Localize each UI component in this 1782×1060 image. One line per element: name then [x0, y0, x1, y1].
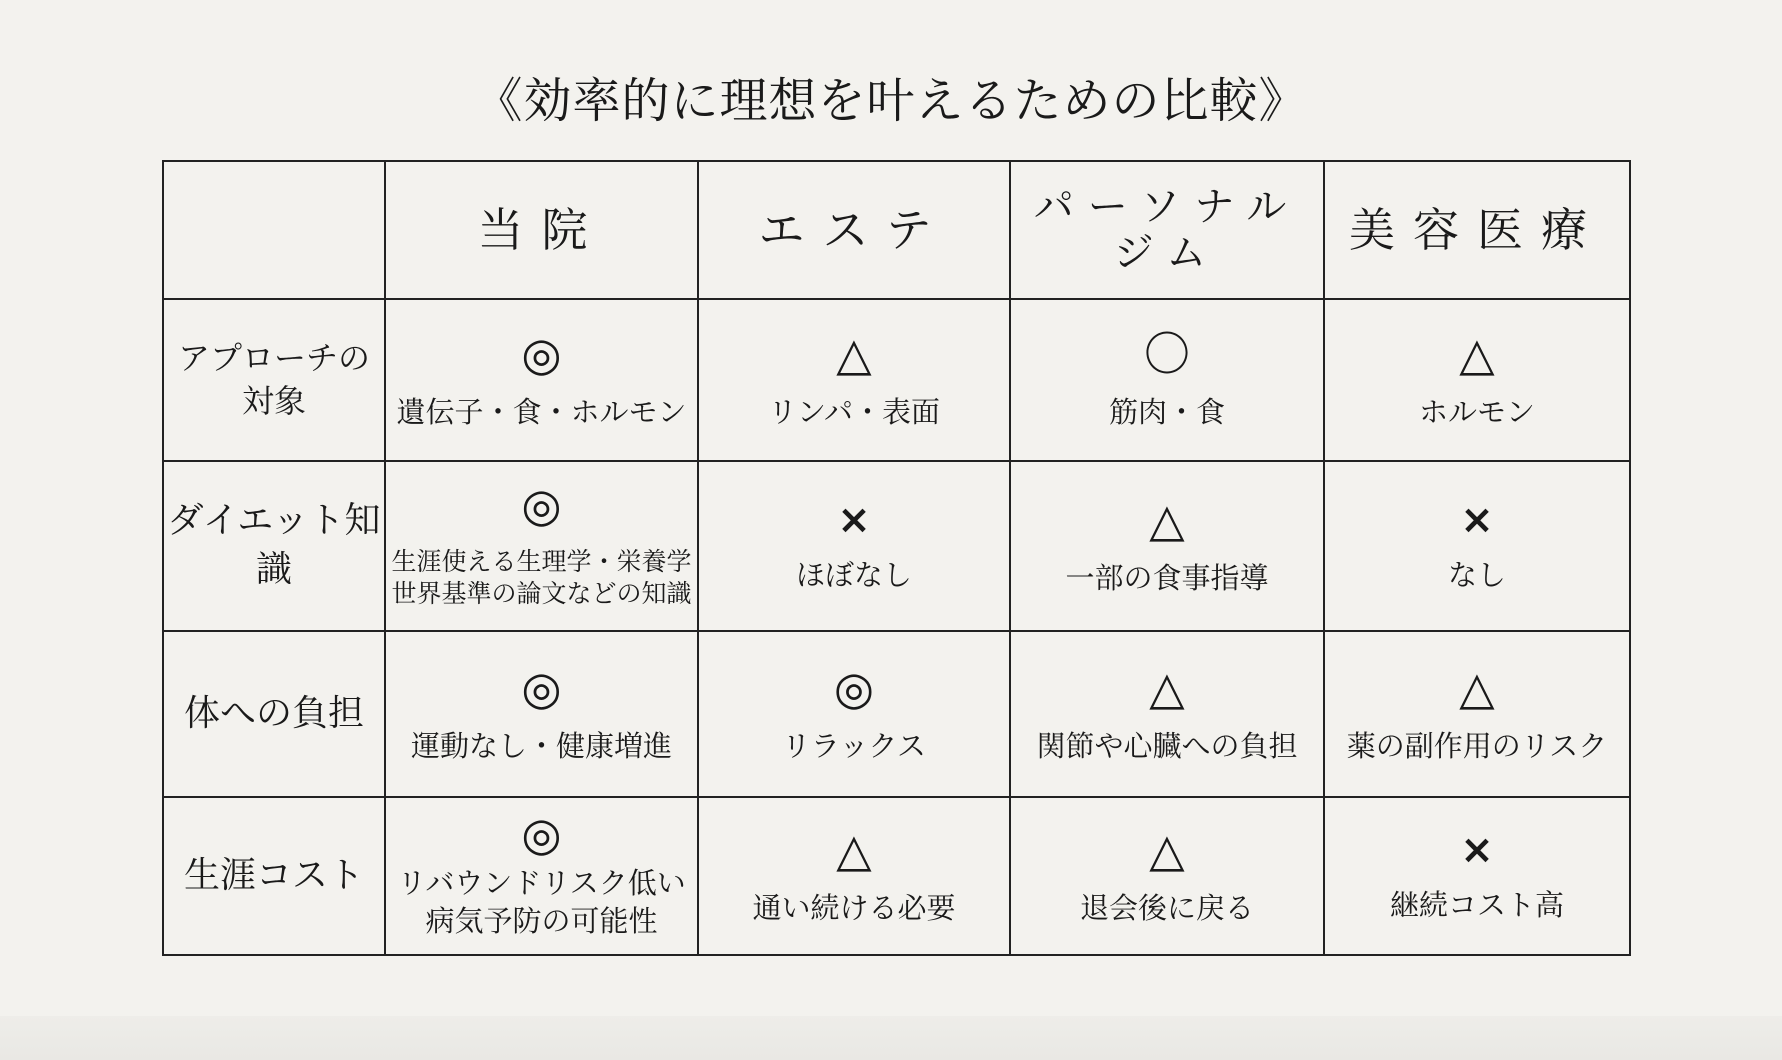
cell-description: 遺伝子・食・ホルモン — [396, 394, 687, 429]
table-cell — [1010, 461, 1324, 631]
row-label: ダイエット知識 — [163, 461, 385, 631]
table-cell — [385, 461, 698, 631]
table-cell — [1324, 631, 1630, 797]
table-cell — [1010, 797, 1324, 955]
header-personal-gym: パーソナルジム — [1010, 161, 1324, 299]
table-cell — [698, 461, 1010, 631]
rating-mark: △ — [836, 822, 872, 877]
rating-mark: × — [1460, 496, 1494, 543]
table-cell — [698, 299, 1010, 461]
table-cell — [1010, 631, 1324, 797]
rating-mark: △ — [1149, 660, 1185, 715]
table-row — [163, 299, 1630, 461]
table-cell — [385, 631, 698, 797]
rating-mark: × — [837, 496, 871, 543]
table-cell — [1324, 797, 1630, 955]
rating-mark: △ — [1459, 326, 1495, 381]
cell-description: 継続コスト高 — [1389, 887, 1564, 922]
rating-mark: ◎ — [521, 326, 562, 381]
cell-description: 運動なし・健康増進 — [410, 728, 672, 763]
cell-description: 退会後に戻る — [1079, 890, 1254, 925]
table-cell — [1324, 299, 1630, 461]
comparison-table — [162, 160, 1631, 956]
rating-mark: △ — [836, 326, 872, 381]
rating-mark: ◎ — [521, 807, 562, 862]
table-cell — [1010, 299, 1324, 461]
header-empty — [163, 161, 385, 299]
page-title: 《効率的に理想を叶えるための比較》 — [474, 73, 1308, 129]
cell-description: 通い続ける必要 — [752, 890, 956, 925]
header-esthetic: エステ — [698, 161, 1010, 299]
cell-description: 薬の副作用のリスク — [1346, 728, 1608, 763]
header-row — [163, 161, 1630, 299]
rating-mark: △ — [1459, 660, 1495, 715]
cell-description: リンパ・表面 — [768, 394, 940, 429]
table-row — [163, 461, 1630, 631]
header-our-clinic: 当院 — [385, 161, 698, 299]
rating-mark: ◎ — [833, 660, 875, 715]
cell-description: ホルモン — [1418, 394, 1535, 429]
cell-description: なし — [1447, 557, 1506, 592]
table-row — [163, 631, 1630, 797]
row-label: 生涯コスト — [163, 797, 385, 955]
rating-mark: ◎ — [521, 660, 562, 715]
row-label: アプローチの対象 — [163, 299, 385, 461]
cell-description: 筋肉・食 — [1108, 394, 1225, 429]
table-cell — [385, 797, 698, 955]
table-cell — [385, 299, 698, 461]
rating-mark: × — [1460, 826, 1494, 873]
rating-mark: △ — [1149, 492, 1185, 547]
cell-description: リバウンドリスク低い 病気予防の可能性 — [397, 866, 686, 938]
cell-description: 一部の食事指導 — [1065, 560, 1269, 595]
cell-description: 生涯使える生理学・栄養学 世界基準の論文などの知識 — [391, 546, 692, 608]
table-cell — [698, 631, 1010, 797]
rating-mark: △ — [1149, 822, 1185, 877]
bottom-band — [0, 1016, 1782, 1060]
row-label: 体への負担 — [163, 631, 385, 797]
header-cosmetic-medicine: 美容医療 — [1324, 161, 1630, 299]
rating-mark: ◎ — [521, 477, 562, 532]
table-cell — [698, 797, 1010, 955]
table-row — [163, 797, 1630, 955]
cell-description: 関節や心臓への負担 — [1036, 728, 1298, 763]
cell-description: リラックス — [781, 728, 927, 763]
cell-description: ほぼなし — [795, 557, 912, 592]
table-cell — [1324, 461, 1630, 631]
rating-mark: 〇 — [1144, 326, 1190, 381]
